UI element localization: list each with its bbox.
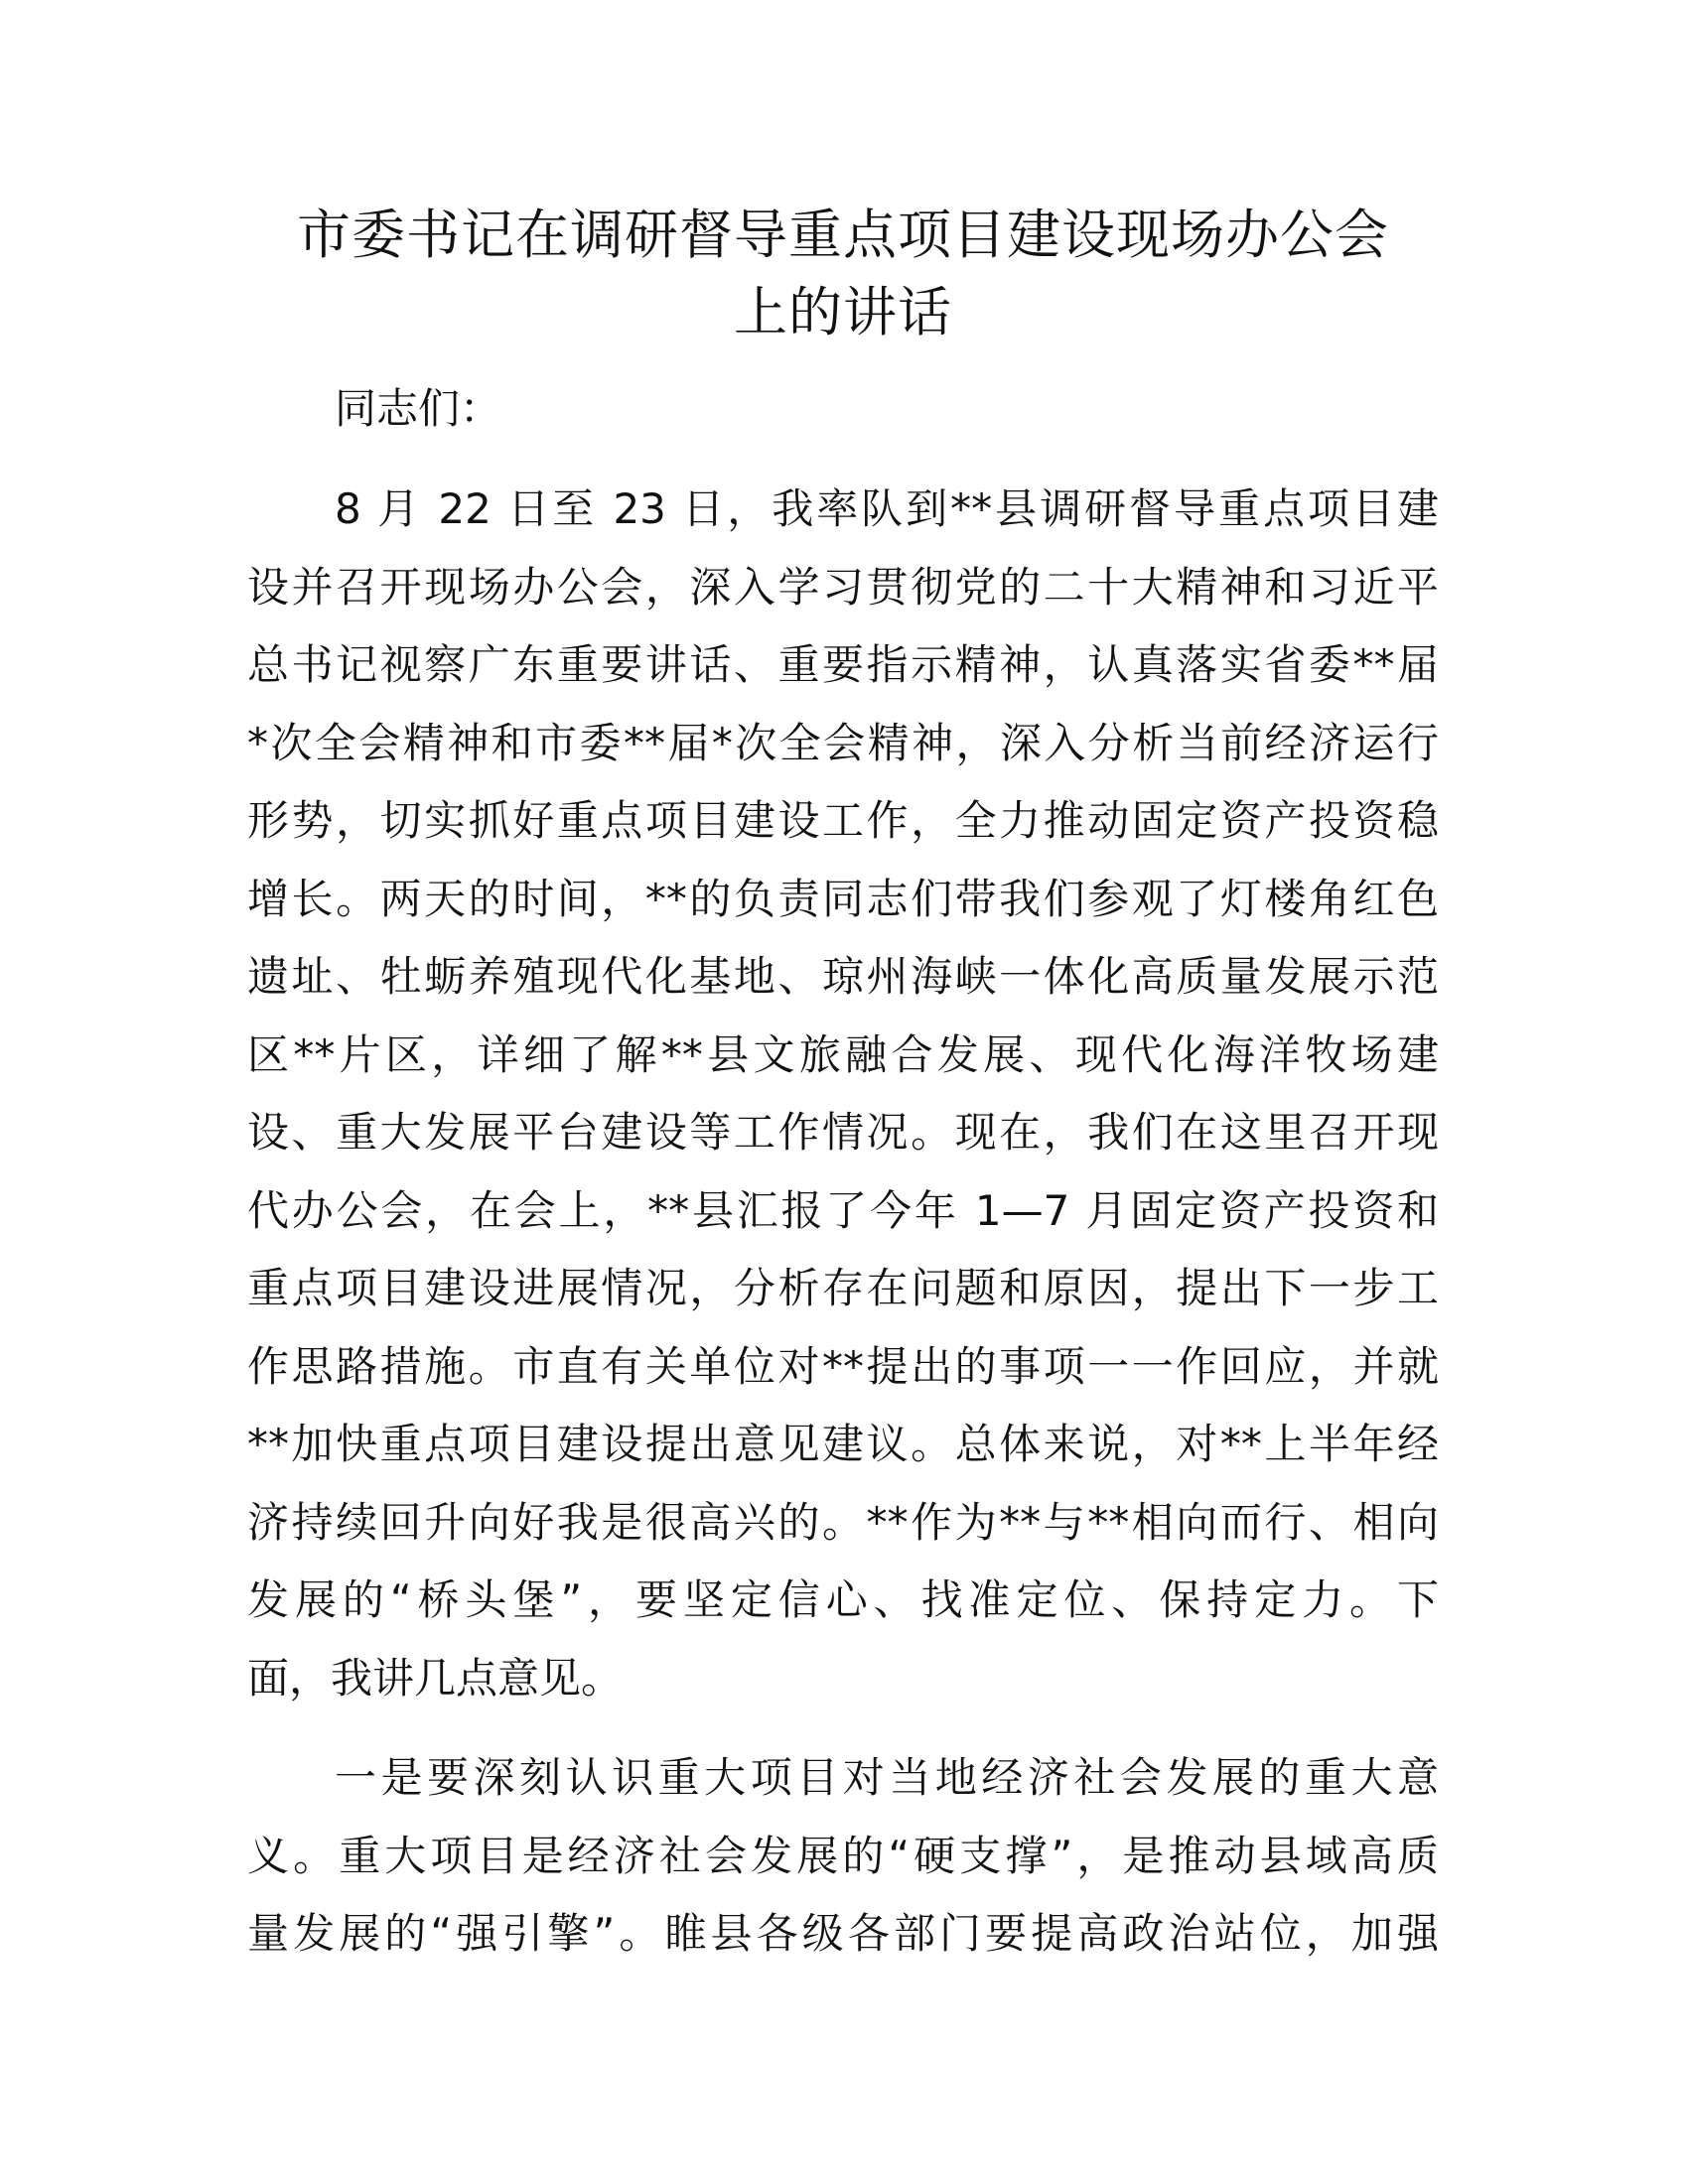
- paragraph-line: 8 月 22 日至 23 日，我率队到**县调研督导重点项目建: [335, 484, 1439, 533]
- paragraph-line: 代办公会，在会上，**县汇报了今年 1—7 月固定资产投资和: [247, 1185, 1439, 1235]
- paragraph-line: 济持续回升向好我是很高兴的。**作为**与**相向而行、相向: [247, 1497, 1439, 1547]
- paragraph-line: 重点项目建设进展情况，分析存在问题和原因，提出下一步工: [247, 1264, 1439, 1312]
- paragraph-line: 设并召开现场办公会，深入学习贯彻党的二十大精神和习近平: [247, 562, 1439, 612]
- paragraph-line: 义。重大项目是经济社会发展的“硬支撑”，是推动县域高质: [247, 1831, 1439, 1880]
- paragraph-line: 设、重大发展平台建设等工作情况。现在，我们在这里召开现: [247, 1108, 1439, 1157]
- paragraph-line: *次全会精神和市委**届*次全会精神，深入分析当前经济运行: [247, 718, 1439, 767]
- paragraph-line: 面，我讲几点意见。: [247, 1653, 624, 1703]
- title-line-1: 市委书记在调研督导重点项目建设现场办公会: [297, 204, 1389, 266]
- title-line-2: 上的讲话: [734, 281, 952, 343]
- paragraph-1: [247, 471, 1439, 1717]
- paragraph-line: 量发展的“强引擎”。睢县各级各部门要提高政治站位，加强: [247, 1909, 1439, 1958]
- paragraph-line: 区**片区，详细了解**县文旅融合发展、现代化海洋牧场建: [247, 1029, 1439, 1079]
- salutation: 同志们：: [335, 384, 502, 433]
- paragraph-line: **加快重点项目建设提出意见建议。总体来说，对**上半年经: [247, 1420, 1439, 1468]
- document-page: [247, 197, 1439, 1974]
- document-title: [247, 197, 1439, 351]
- paragraph-line: 作思路措施。市直有关单位对**提出的事项一一作回应，并就: [247, 1341, 1439, 1391]
- paragraph-2: [247, 1739, 1439, 1974]
- paragraph-line: 增长。两天的时间，**的负责同志们带我们参观了灯楼角红色: [247, 874, 1439, 923]
- paragraph-line: 遗址、牡蛎养殖现代化基地、琼州海峡一体化高质量发展示范: [247, 952, 1439, 1001]
- paragraph-line: 总书记视察广东重要讲话、重要指示精神，认真落实省委**届: [247, 640, 1439, 689]
- paragraph-line: 形势，切实抓好重点项目建设工作，全力推动固定资产投资稳: [247, 796, 1439, 845]
- paragraph-line: 一是要深刻认识重大项目对当地经济社会发展的重大意: [335, 1753, 1439, 1802]
- paragraph-line: 发展的“桥头堡”，要坚定信心、找准定位、保持定力。下: [247, 1575, 1439, 1624]
